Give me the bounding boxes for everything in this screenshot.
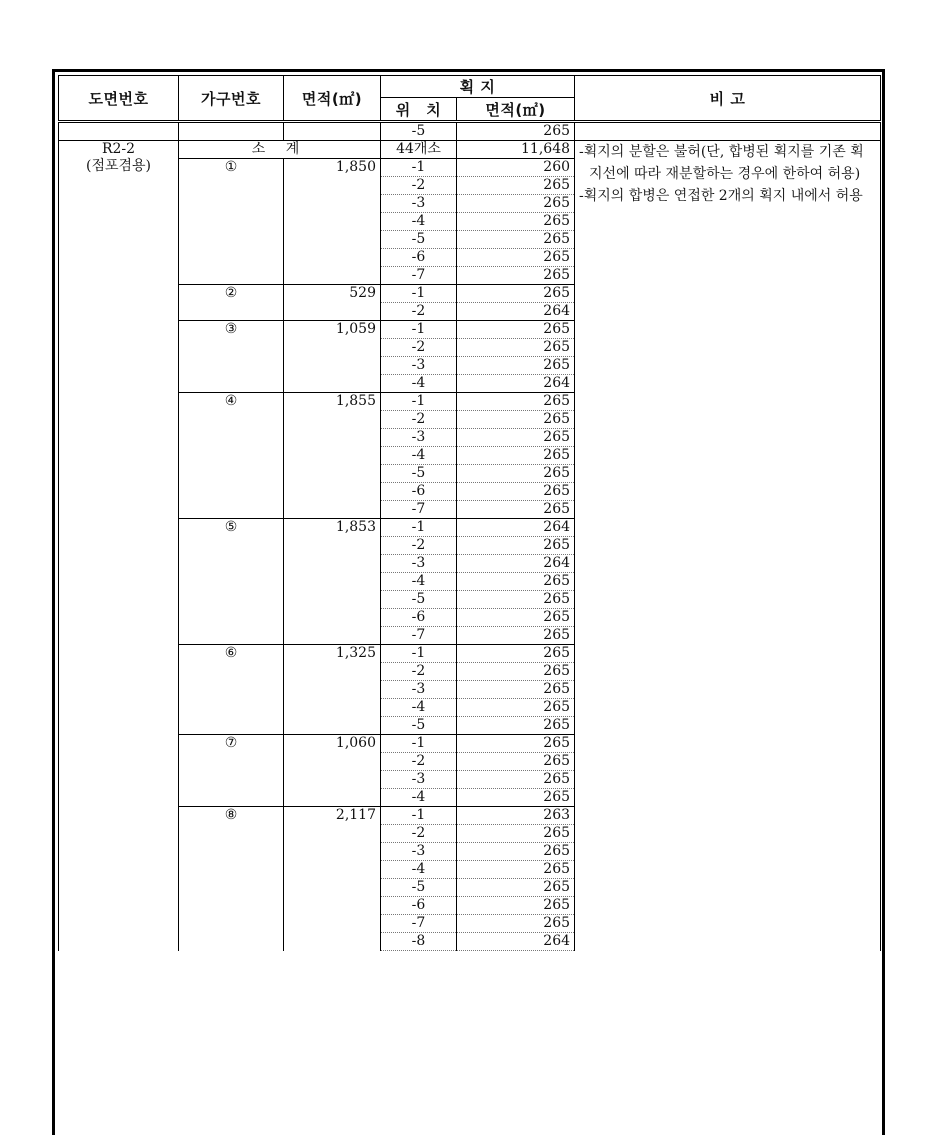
remark-1: -획지의 분할은 불허(단, 합병된 획지를 기존 획지선에 따라 재분할하는 경우에 한하여 허용): [579, 144, 864, 182]
lot-area: 265: [457, 627, 575, 645]
drawing-no-cell: [59, 141, 179, 951]
lot-area: 265: [457, 681, 575, 699]
block-area: 2,117: [284, 807, 381, 951]
lot-area: 265: [457, 195, 575, 213]
block-number: ⑤: [179, 519, 284, 645]
lot-position: -4: [381, 789, 457, 807]
lot-position: -2: [381, 753, 457, 771]
subtotal-row: [59, 141, 881, 159]
header-remarks: 비 고: [575, 76, 881, 122]
block-number: ⑧: [179, 807, 284, 951]
lot-position: -7: [381, 501, 457, 519]
lot-area: 265: [457, 267, 575, 285]
lot-area: 265: [457, 771, 575, 789]
empty-cell: [284, 122, 381, 141]
lot-position: -4: [381, 573, 457, 591]
lot-area: 264: [457, 933, 575, 951]
lot-position: -7: [381, 627, 457, 645]
lot-position: -2: [381, 303, 457, 321]
lot-position: -1: [381, 519, 457, 537]
lot-area: 265: [457, 753, 575, 771]
lot-area: 265: [457, 429, 575, 447]
empty-cell: [575, 122, 881, 141]
lot-position: -3: [381, 681, 457, 699]
block-area: 1,059: [284, 321, 381, 393]
block-area: 529: [284, 285, 381, 321]
lot-area: 265: [457, 591, 575, 609]
lot-area: 265: [457, 537, 575, 555]
lot-position: -5: [381, 591, 457, 609]
lot-area: 265: [457, 465, 575, 483]
lot-position: -5: [381, 231, 457, 249]
lot-area: 265: [457, 735, 575, 753]
lot-position: -3: [381, 429, 457, 447]
subtotal-label: 소 계: [179, 141, 381, 159]
lot-position: -1: [381, 645, 457, 663]
lot-position: -3: [381, 843, 457, 861]
lot-position: -4: [381, 447, 457, 465]
lot-position: -4: [381, 375, 457, 393]
lot-area: 265: [457, 879, 575, 897]
lot-position: -6: [381, 483, 457, 501]
lot-position: -7: [381, 915, 457, 933]
lot-area: 265: [457, 393, 575, 411]
block-number: ①: [179, 159, 284, 285]
lot-area: 265: [457, 699, 575, 717]
block-number: ④: [179, 393, 284, 519]
lot-area: 265: [457, 717, 575, 735]
block-area: 1,060: [284, 735, 381, 807]
block-area: 1,855: [284, 393, 381, 519]
lot-area: 265: [457, 357, 575, 375]
lot-area: 265: [457, 897, 575, 915]
plan-name: R2-2: [101, 141, 136, 157]
lot-area: 265: [457, 339, 575, 357]
lot-position: -1: [381, 159, 457, 177]
lot-area: 265: [457, 645, 575, 663]
lot-position: -6: [381, 897, 457, 915]
header-position: 위 치: [381, 98, 457, 122]
subtotal-count: 44개소: [381, 141, 457, 159]
lot-area: 264: [457, 519, 575, 537]
lot-area: 264: [457, 555, 575, 573]
lot-position: -5: [381, 717, 457, 735]
lot-position: -2: [381, 537, 457, 555]
lot-position: -1: [381, 321, 457, 339]
lot-position: -5: [381, 122, 457, 141]
lot-area: 265: [457, 663, 575, 681]
lot-area: 265: [457, 915, 575, 933]
header-area: 면적(㎡): [284, 76, 381, 122]
lot-area: 265: [457, 321, 575, 339]
lot-position: -2: [381, 663, 457, 681]
lot-area: 265: [457, 483, 575, 501]
lot-position: -7: [381, 267, 457, 285]
lot-position: -5: [381, 879, 457, 897]
lot-area: 265: [457, 177, 575, 195]
lot-area: 265: [457, 285, 575, 303]
lot-position: -3: [381, 771, 457, 789]
lot-position: -8: [381, 933, 457, 951]
lot-area: 265: [457, 411, 575, 429]
block-number: ⑥: [179, 645, 284, 735]
lot-position: -6: [381, 249, 457, 267]
lot-position: -2: [381, 825, 457, 843]
lot-area: 264: [457, 303, 575, 321]
lot-position: -2: [381, 339, 457, 357]
lot-position: -3: [381, 357, 457, 375]
lot-area: 264: [457, 375, 575, 393]
subtotal-area: 11,648: [457, 141, 575, 159]
lot-position: -6: [381, 609, 457, 627]
lot-position: -1: [381, 807, 457, 825]
lot-area: 265: [457, 231, 575, 249]
block-number: ②: [179, 285, 284, 321]
header-drawing-no: 도면번호: [59, 76, 179, 122]
block-number: ③: [179, 321, 284, 393]
lot-area: 265: [457, 861, 575, 879]
plan-subtitle: (점포겸용): [85, 158, 152, 174]
lot-position: -2: [381, 177, 457, 195]
lot-area: 265: [457, 213, 575, 231]
empty-cell: [59, 122, 179, 141]
lot-position: -1: [381, 393, 457, 411]
lot-table: [58, 75, 881, 951]
block-area: 1,325: [284, 645, 381, 735]
lot-area: 265: [457, 249, 575, 267]
document-frame: [52, 69, 885, 1135]
lot-position: -4: [381, 861, 457, 879]
lot-position: -2: [381, 411, 457, 429]
lot-position: -3: [381, 555, 457, 573]
lot-position: -1: [381, 735, 457, 753]
lot-area: 265: [457, 122, 575, 141]
block-area: 1,850: [284, 159, 381, 285]
table-header: [59, 76, 881, 122]
lot-area: 265: [457, 501, 575, 519]
remarks-cell: [575, 141, 881, 951]
lot-position: -5: [381, 465, 457, 483]
header-lot-area: 면적(㎡): [457, 98, 575, 122]
lot-area: 265: [457, 825, 575, 843]
lot-position: -4: [381, 213, 457, 231]
lot-position: -4: [381, 699, 457, 717]
lot-area: 265: [457, 573, 575, 591]
lot-area: 260: [457, 159, 575, 177]
block-area: 1,853: [284, 519, 381, 645]
lot-position: -1: [381, 285, 457, 303]
empty-cell: [179, 122, 284, 141]
continued-row: [59, 122, 881, 141]
lot-position: -3: [381, 195, 457, 213]
header-block-no: 가구번호: [179, 76, 284, 122]
lot-area: 265: [457, 447, 575, 465]
lot-area: 265: [457, 609, 575, 627]
header-lot: 획 지: [381, 76, 575, 98]
lot-area: 265: [457, 843, 575, 861]
lot-area: 263: [457, 807, 575, 825]
lot-area: 265: [457, 789, 575, 807]
block-number: ⑦: [179, 735, 284, 807]
table-body: [59, 122, 881, 951]
remark-2: -획지의 합병은 연접한 2개의 획지 내에서 허용: [579, 188, 863, 204]
